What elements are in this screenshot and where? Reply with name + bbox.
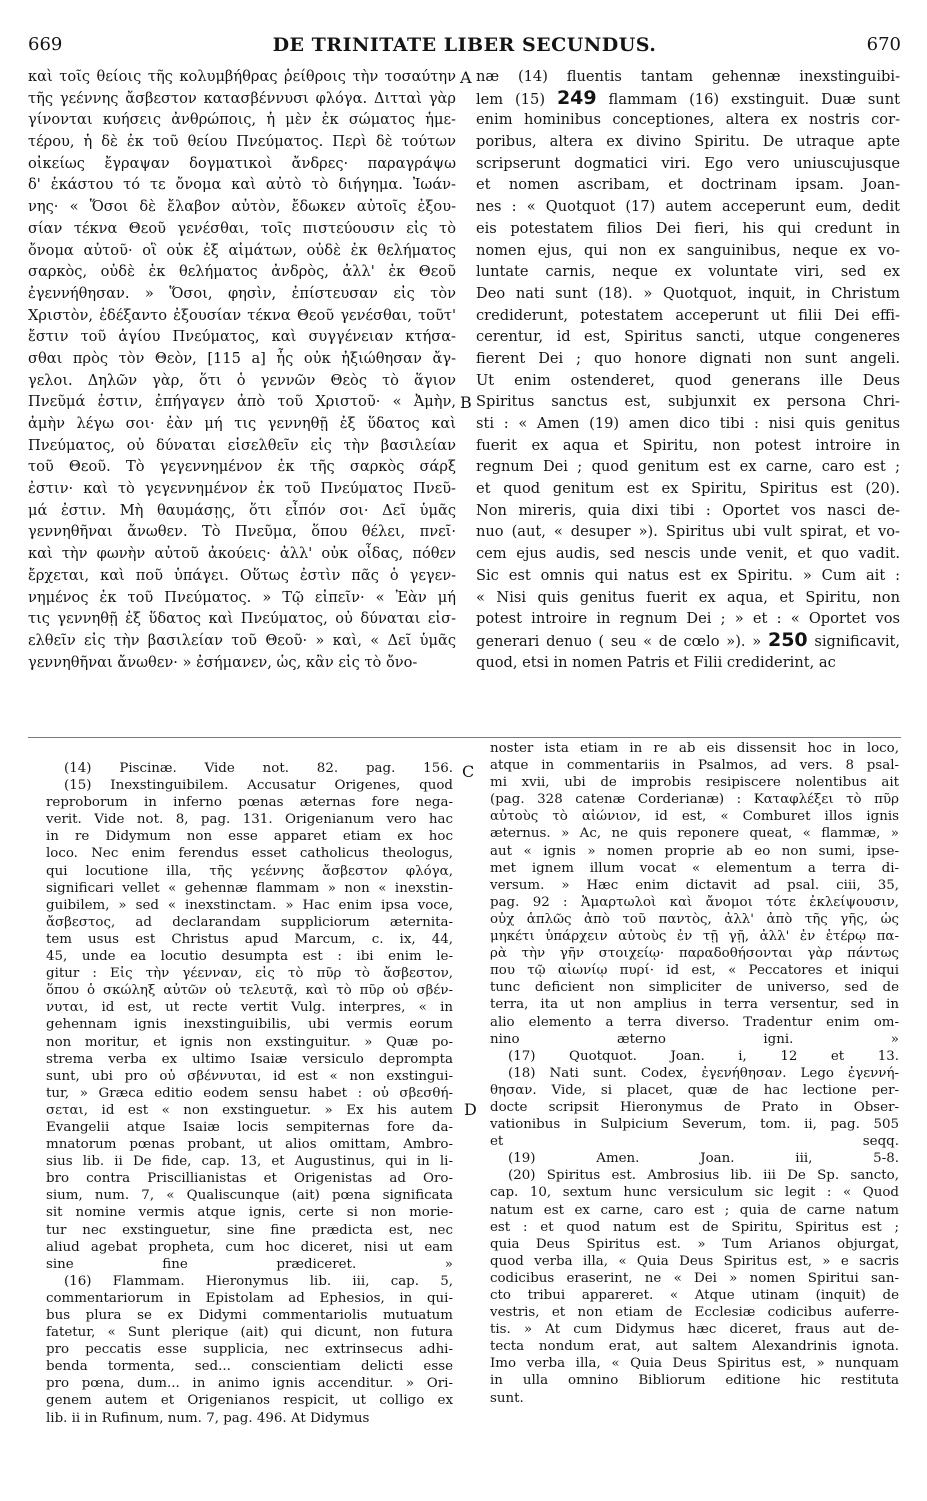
footnote-line: bus plura se ex Didymi commentariolis mutuatum — [46, 1308, 453, 1323]
greek-text-line: γεννηθῆναι ἄνωθεν. Τὸ Πνεῦμα, ὅπου θέλει, πνεῖ· — [28, 523, 456, 541]
margin-letter-d: D — [464, 1100, 477, 1119]
footnote-line: quod verba illa, « Quia Deus Spiritus est, » e sacris — [490, 1253, 899, 1269]
latin-text-line: scripserunt dogmatici viri. Ego vero uniuscujusque — [476, 154, 900, 172]
reference-number: 249 — [556, 87, 597, 109]
greek-text-line: ἀμὴν λέγω σοι· ἐὰν μή τις γεννηθῇ ἐξ ὕδατος καὶ — [28, 415, 456, 432]
footnote-line: verit. Vide not. 8, pag. 131. Origenianum vero hac — [46, 812, 453, 828]
latin-text-line: et quod genitum est ex Spiritu, Spiritus est (20). — [476, 480, 900, 498]
latin-text-line: nuo (aut, « desuper »). Spiritus ubi vult spirat, et vo- — [476, 523, 900, 541]
latin-text-line: Sic est omnis qui natus est ex Spiritu. » Cum ait : — [476, 566, 900, 584]
footnote-line: met ignem illum vocat « elementum a terra di- — [490, 860, 899, 876]
greek-text-line: τις γεννηθῇ ἐξ ὕδατος καὶ Πνεύματος, οὐ δύναται εἰσ- — [28, 610, 456, 628]
greek-text-line: τοῦ Θεοῦ. Τὸ γεγεννημένον ἐκ τῆς σαρκὸς σάρξ — [28, 458, 456, 476]
footnote-line: sunt, ubi pro οὐ σβέννυται, id est « non exstingui- — [46, 1068, 453, 1084]
footnote-line: atque in commentariis in Psalmos, ad vers. 8 psal- — [490, 758, 899, 774]
greek-text-line: δ' ἑκάστου τό τε ὄνομα καὶ αὐτὸ τὸ διήγημα. Ἰωάν- — [28, 176, 456, 194]
footnote-line: pro pœna, dum... in animo ignis accenditur. » Ori- — [46, 1376, 453, 1392]
footnote-line: (16) Flammam. Hieronymus lib. iii, cap. 5, — [64, 1273, 453, 1289]
footnote-line: tunc deficient non simpliciter de universo, sed de — [490, 980, 899, 996]
greek-text-line: γίνονται κυήσεις ἀνθρώποις, ἡ μὲν ἐκ σώματος ἡμε- — [28, 111, 456, 129]
latin-text-line: Ut enim ostenderet, quod generans ille Deus — [476, 371, 900, 389]
footnote-line: ρὰ τὴν γῆν στοιχείῳ· παραδοθήσονται γὰρ πάντως — [490, 946, 899, 962]
greek-text-line: ὄνομα αὐτοῦ· οἳ οὐκ ἐξ αἱμάτων, οὐδὲ ἐκ θελήματος — [28, 241, 456, 259]
greek-text-line: τέρου, ἡ δὲ ἐκ τοῦ θείου Πνεύματος. Περὶ δὲ τούτων — [28, 133, 456, 151]
footnote-line: in ulla omnino Bibliorum editione hic restituta — [490, 1373, 899, 1389]
footnote-line: gitur : Εἰς τὴν γέενναν, εἰς τὸ πῦρ τὸ ἄσβεστον, — [46, 966, 453, 982]
footnote-line: sine fine prædiceret. » — [46, 1256, 453, 1272]
greek-text-column — [28, 66, 456, 720]
greek-text-line: σθαι πρὸς τὸν Θεὸν, [115 a] ἧς οὐκ ἠξιώθησαν ἄγ- — [28, 349, 456, 367]
footnote-line: vestris, et non etiam de Ecclesiæ codicibus auferre- — [490, 1305, 899, 1321]
footnote-line: benda tormenta, sed... conscientiam delicti esse — [46, 1359, 453, 1375]
latin-text-line: enim hominibus conceptiones, altera ex nostris cor- — [476, 111, 900, 129]
footnote-line: loco. Nec enim ferendus esset catholicus theologus, — [46, 846, 453, 862]
footnote-line: significari vellet « gehennæ flammam » non « inexstin- — [46, 880, 453, 896]
footnote-line: et seqq. — [490, 1134, 899, 1150]
greek-text-line: ελθεῖν εἰς τὴν βασιλείαν τοῦ Θεοῦ· » καὶ, « Δεῖ ὑμᾶς — [28, 631, 456, 649]
footnote-line: (19) Amen. Joan. iii, 5-8. — [508, 1151, 899, 1167]
greek-text-line: γεννηθῆναι ἄνωθεν· » ἐσήμανεν, ὡς, κἂν εἰς τὸ ὄνο- — [28, 653, 418, 671]
margin-letter-b: B — [460, 393, 472, 412]
footnote-line: pag. 92 : Ἁμαρτωλοὶ καὶ ἄνομοι τότε ἐκλείψουσιν, — [490, 894, 899, 910]
greek-text-line: οἰκείως ἔγραψαν δογματικοὶ ἄνδρες· παραγράψω — [28, 154, 456, 172]
footnote-line: Imo verba illa, « Quia Deus Spiritus est, » nunquam — [490, 1356, 899, 1372]
greek-text-line: μά ἐστιν. Μὴ θαυμάσῃς, ὅτι εἶπόν σοι· Δεῖ ὑμᾶς — [28, 501, 456, 519]
footnote-line: tem usus est Christus apud Marcum, c. ix, 44, — [46, 931, 453, 947]
running-title: DE TRINITATE LIBER SECUNDUS. — [272, 34, 657, 56]
footnote-line: (20) Spiritus est. Ambrosius lib. iii De Sp. sancto, — [508, 1168, 899, 1184]
greek-text-line: καὶ τοῖς θείοις τῆς κολυμβήθρας ῥείθροις τὴν τοσαύτην — [28, 68, 456, 85]
latin-text-line: sti : « Amen (19) amen dico tibi : nisi quis genitus — [476, 415, 900, 432]
latin-text-column — [476, 66, 900, 720]
latin-text-line: poribus, altera ex divino Spiritu. De utraque apte — [476, 133, 900, 151]
latin-text-line: fuerit ex aqua et Spiritu, non potest introire in — [476, 436, 900, 454]
footnote-line: Evangelii atque Isaiæ locis sempiternas fore da- — [46, 1119, 453, 1135]
footnote-line: sium, num. 7, « Qualiscunque (ait) pœna significata — [46, 1188, 453, 1204]
footnote-line: lib. ii in Rufinum, num. 7, pag. 496. At Didymus — [46, 1410, 370, 1426]
footnote-line: που τῷ αἰωνίῳ πυρί· id est, « Peccatores et iniqui — [490, 963, 899, 979]
footnote-line: νυται, id est, ut recte vertit Vulg. interpres, « in — [46, 1000, 453, 1016]
footnote-line: non moritur, et ignis non exstinguitur. » Quæ po- — [46, 1034, 453, 1050]
footnote-line: tis. » At cum Didymus hæc diceret, fraus aut de- — [490, 1322, 899, 1338]
greek-text-line: Πνεύματος, οὐ δύναται εἰσελθεῖν εἰς τὴν βασιλείαν — [28, 436, 456, 454]
footnote-line: commentariorum in Epistolam ad Ephesios, in qui- — [46, 1290, 453, 1306]
footnote-line: pro peccatis esse supplicia, nec extrinsecus adhi- — [46, 1342, 453, 1358]
footnotes-left-column — [46, 760, 453, 1480]
latin-text-line: cerentur, id est, Spiritus sancti, utque congeneres — [476, 328, 900, 346]
footnote-line: θησαν. Vide, si placet, quæ de hac lectione per- — [490, 1082, 899, 1098]
latin-text-line: nomen ejus, qui non ex sanguinibus, neque ex vo- — [476, 241, 900, 259]
greek-text-line: γελοι. Δηλῶν γὰρ, ὅτι ὁ γεννῶν Θεὸς τὸ ἅγιον — [28, 371, 456, 389]
footnote-line: sius lib. ii De fide, cap. 13, et Augustinus, qui in li- — [46, 1154, 453, 1170]
running-header — [28, 34, 901, 58]
footnote-line: sunt. — [490, 1390, 524, 1406]
footnote-line: alio elemento a terra diverso. Tradentur enim om- — [490, 1014, 899, 1030]
greek-text-line: Πνεῦμά ἐστιν, ἐπήγαγεν ἀπὸ τοῦ Χριστοῦ· « Ἀμὴν, — [28, 393, 456, 411]
latin-text-line: Non mireris, quia dixi tibi : Oportet vos nasci de- — [476, 501, 900, 519]
footnote-line: strema verba ex ultimo Isaiæ versiculo deprompta — [46, 1051, 453, 1067]
reference-number: 250 — [767, 629, 808, 651]
footnote-line: (17) Quotquot. Joan. i, 12 et 13. — [508, 1048, 899, 1064]
footnote-line: noster ista etiam in re ab eis dissensit hoc in loco, — [490, 741, 899, 756]
footnote-line: aut « ignis » nomen proprie ab eo non sumi, ipse- — [490, 843, 899, 859]
footnote-line: bro contra Priscillianistas et Origenistas ad Oro- — [46, 1171, 453, 1187]
footnote-line: ἄσβεστος, ad declarandam suppliciorum æternita- — [46, 914, 453, 930]
footnote-line: sit nomine vermis atque ignis, certe si non morie- — [46, 1205, 453, 1221]
latin-text-line: Spiritus sanctus est, subjunxit ex persona Chri- — [476, 393, 900, 411]
greek-text-line: καὶ τὴν φωνὴν αὐτοῦ ἀκούεις· ἀλλ' οὐκ οἶδας, πόθεν — [28, 545, 456, 563]
footnote-line: mi xvii, ubi de improbis resipiscere nolentibus ait — [490, 775, 899, 791]
latin-text-line: potest introire in regnum Dei ; » et : « Oportet vos — [476, 610, 900, 628]
greek-text-line: σαρκὸς, οὐδὲ ἐκ θελήματος ἀνδρὸς, ἀλλ' ἐκ Θεοῦ — [28, 263, 456, 281]
latin-text-line: generari denuo ( seu « de cœlo »). » 250 significavit, — [476, 629, 900, 651]
footnote-line: qui locutione illa, τῆς γεέννης ἄσβεστον φλόγα, — [46, 863, 453, 879]
footnote-line: genem autem et Origenianos respicit, ut colligo ex — [46, 1393, 453, 1409]
latin-text-line: eis potestatem filios Dei fieri, his qui credunt in — [476, 219, 900, 237]
margin-letter-a: A — [460, 68, 472, 87]
greek-text-line: τῆς γεέννης ἄσβεστον κατασβέννυσι φλόγα. Διτταὶ γὰρ — [28, 89, 456, 107]
footnote-line: αὐτοὺς τὸ αἰώνιον, id est, « Comburet illos ignis — [490, 809, 899, 825]
latin-text-line: crediderunt, potestatem acceperunt ut filii Dei effi- — [476, 306, 900, 324]
greek-text-line: ἔστιν τοῦ ἁγίου Πνεύματος, καὶ συγγένειαν κτήσα- — [28, 328, 456, 346]
footnote-line: tur, » Græca editio eodem sensu habet : οὐ σβεσθή- — [46, 1085, 453, 1101]
page-number-right: 670 — [866, 34, 901, 55]
footnote-line: 45, unde ea locutio desumpta est : ibi enim le- — [46, 949, 453, 965]
greek-text-line: ἐστιν· καὶ τὸ γεγεννημένον ἐκ τοῦ Πνεύματος Πνεῦ- — [28, 480, 456, 498]
footnote-line: docte scripsit Hieronymus de Prato in Obser- — [490, 1099, 899, 1115]
footnotes-right-column — [490, 740, 899, 1480]
footnote-line: aliud agebat propheta, cum hoc diceret, nisi ut eam — [46, 1239, 453, 1255]
footnote-line: οὐχ ἁπλῶς ἀπὸ τοῦ παντὸς, ἀλλ' ἀπὸ τῆς γῆς, ὡς — [490, 911, 899, 927]
page-number-left: 669 — [28, 34, 63, 55]
footnote-line: nino æterno igni. » — [490, 1031, 899, 1047]
latin-text-line: nes : « Quotquot (17) autem acceperunt eum, dedit — [476, 198, 900, 216]
text-notes-divider — [28, 737, 901, 738]
footnote-line: (14) Piscinæ. Vide not. 82. pag. 156. — [64, 761, 453, 776]
footnote-line: gehennam ignis inexstinguibilis, ubi vermis eorum — [46, 1017, 453, 1033]
footnote-line: terra, ita ut non amplius in terra versentur, sed in — [490, 997, 899, 1013]
latin-text-line: luntate carnis, neque ex voluntate viri, sed ex — [476, 263, 900, 281]
footnote-line: tecta nondum erat, aut saltem Alexandrinis ignota. — [490, 1339, 899, 1355]
greek-text-line: ἔρχεται, καὶ ποῦ ὑπάγει. Οὕτως ἐστὶν πᾶς ὁ γεγεν- — [28, 566, 456, 584]
latin-text-line: næ (14) fluentis tantam gehennæ inexstinguibi- — [476, 68, 900, 85]
footnote-line: (15) Inexstinguibilem. Accusatur Origenes, quod — [64, 778, 453, 794]
footnote-line: σεται, id est « non exstinguetur. » Ex his autem — [46, 1102, 453, 1118]
footnote-line: natum est ex carne, caro est ; quia de carne natum — [490, 1202, 899, 1218]
footnote-line: mnatorum pœnas probant, ut alios omittam, Ambro- — [46, 1137, 453, 1153]
latin-text-line: « Nisi quis genitus fuerit ex aqua, et Spiritu, non — [476, 588, 900, 606]
footnote-line: cto tribui appareret. « Atque utinam (inquit) de — [490, 1288, 899, 1303]
footnote-line: guibilem, » sed « inexstinctam. » Hac enim ipsa voce, — [46, 897, 453, 913]
footnote-line: μηκέτι ὑπάρχειν αὐτοὺς ἐν τῇ γῇ, ἀλλ' ἐν ἑτέρῳ πα- — [490, 929, 899, 945]
footnote-line: (18) Nati sunt. Codex, ἐγενήθησαν. Lego ἐγεννή- — [508, 1065, 899, 1081]
footnote-line: fatetur, « Sunt plerique (ait) qui dicunt, non futura — [46, 1325, 453, 1341]
latin-text-line: fierent Dei ; quo honore dignati non sunt angeli. — [476, 349, 900, 367]
footnote-line: tur nec exstinguetur, sine fine prædicta est, nec — [46, 1222, 453, 1238]
footnote-line: quia Deus Spiritus est. » Tum Arianos objurgat, — [490, 1236, 899, 1252]
footnote-line: versum. » Hæc enim dictavit ad psal. ciii, 35, — [490, 877, 899, 893]
greek-text-line: νης· « Ὅσοι δὲ ἔλαβον αὐτὸν, ἔδωκεν αὐτοῖς ἐξου- — [28, 198, 456, 216]
footnote-line: cap. 10, sextum hunc versiculum sic legit : « Quod — [490, 1185, 899, 1201]
footnote-line: æternus. » Ac, ne quis reponere queat, « flammæ, » — [490, 826, 899, 842]
greek-text-line: νημένος ἐκ τοῦ Πνεύματος. » Τῷ εἰπεῖν· « Ἐὰν μή — [28, 588, 456, 606]
footnote-line: in re Didymum non esse apparet etiam ex hoc — [46, 829, 453, 845]
footnote-line: reproborum in inferno pœnas æternas fore nega- — [46, 795, 453, 811]
latin-text-line: Deo nati sunt (18). » Quotquot, inquit, in Christum — [476, 284, 900, 302]
greek-text-line: ἐγεννήθησαν. » Ὅσοι, φησὶν, ἐπίστευσαν εἰς τὸν — [28, 284, 456, 302]
latin-text-line: et nomen ascribam, et doctrinam ipsam. Joan- — [476, 176, 900, 194]
footnote-line: codicibus eraserint, ne « Dei » nomen Spiritui san- — [490, 1270, 899, 1286]
margin-letter-c: C — [462, 762, 475, 781]
latin-text-line: regnum Dei ; quod genitum est ex carne, caro est ; — [476, 458, 900, 476]
latin-text-line: quod, etsi in nomen Patris et Filii crediderint, ac — [476, 653, 836, 671]
footnote-line: (pag. 328 catenæ Corderianæ) : Καταφλέξει τὸ πῦρ — [490, 792, 899, 808]
greek-text-line: Χριστὸν, ἐδέξαντο ἐξουσίαν τέκνα Θεοῦ γενέσθαι, τοῦτ' — [28, 306, 456, 324]
greek-text-line: σίαν τέκνα Θεοῦ γενέσθαι, τοῖς πιστεύουσιν εἰς τὸ — [28, 219, 456, 237]
footnote-line: vationibus in Sulpicium Severum, tom. ii, pag. 505 — [490, 1117, 899, 1133]
latin-text-line: cem ejus audis, sed nescis unde venit, et quo vadit. — [476, 545, 900, 563]
footnote-line: est : et quod natum est de Spiritu, Spiritus est ; — [490, 1219, 899, 1235]
latin-text-line: lem (15) 249 flammam (16) exstinguit. Duæ sunt — [476, 87, 900, 109]
footnote-line: ὅπου ὁ σκώληξ αὐτῶν οὐ τελευτᾷ, καὶ τὸ πῦρ οὐ σβέν- — [46, 983, 453, 999]
